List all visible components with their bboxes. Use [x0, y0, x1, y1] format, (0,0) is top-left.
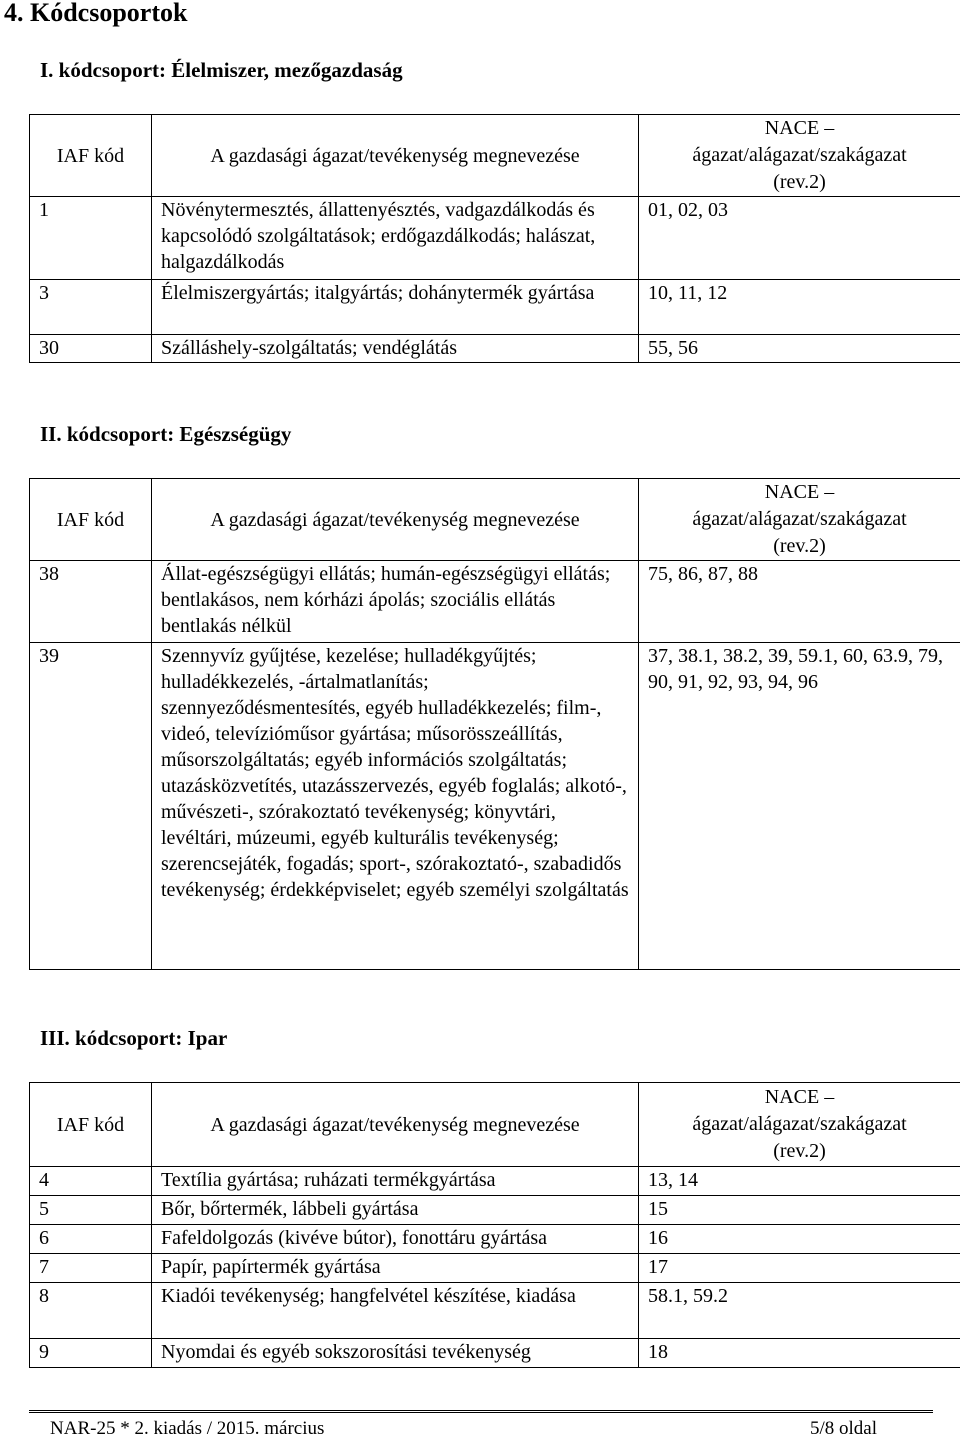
cell-activity: Állat-egészségügyi ellátás; humán-egészségügyi ellátás; bentlakásos, nem kórházi ápolás; szociális ellátás bentlakás nélkül: [152, 561, 639, 643]
table-row: [30, 1254, 960, 1283]
header-nace: [639, 115, 960, 197]
cell-iaf: 4: [30, 1167, 152, 1196]
cell-nace: 13, 14: [639, 1167, 960, 1196]
table-header-row: [30, 479, 960, 561]
cell-activity: Növénytermesztés, állattenyésztés, vadgazdálkodás és kapcsolódó szolgáltatások; erdőgazdálkodás; halászat, halgazdálkodás: [152, 197, 639, 280]
table-row: [30, 280, 960, 335]
header-activity: A gazdasági ágazat/tevékenység megnevezése: [152, 115, 639, 197]
page-heading: 4. Kódcsoportok: [4, 0, 188, 27]
cell-nace: 55, 56: [639, 335, 960, 363]
cell-iaf: 8: [30, 1283, 152, 1339]
cell-activity: Bőr, bőrtermék, lábbeli gyártása: [152, 1196, 639, 1225]
footer-document-id: NAR-25 * 2. kiadás / 2015. március: [50, 1418, 325, 1439]
cell-activity: Kiadói tevékenység; hangfelvétel készítése, kiadása: [152, 1283, 639, 1339]
group-title-2: II. kódcsoport: Egészségügy: [40, 422, 292, 446]
table-row: [30, 197, 960, 280]
cell-activity: Fafeldolgozás (kivéve bútor), fonottáru gyártása: [152, 1225, 639, 1254]
table-header-row: [30, 1083, 960, 1167]
table-row: [30, 643, 960, 970]
table-header-row: [30, 115, 960, 197]
header-nace-line2: ágazat/alágazat/szakágazat: [692, 144, 907, 166]
table-row: [30, 1167, 960, 1196]
cell-nace: 17: [639, 1254, 960, 1283]
header-activity: A gazdasági ágazat/tevékenység megnevezése: [152, 1083, 639, 1167]
code-table-group-3: [29, 1082, 960, 1368]
header-nace-line1: NACE –: [764, 481, 835, 503]
header-nace: [639, 1083, 960, 1167]
header-nace-line1: NACE –: [764, 1086, 835, 1108]
cell-iaf: 9: [30, 1339, 152, 1368]
table-row: [30, 1283, 960, 1339]
cell-activity: Élelmiszergyártás; italgyártás; dohánytermék gyártása: [152, 280, 639, 335]
header-iaf: IAF kód: [30, 479, 152, 561]
cell-iaf: 38: [30, 561, 152, 643]
table-row: [30, 1196, 960, 1225]
header-nace: [639, 479, 960, 561]
header-nace-line1: NACE –: [764, 117, 835, 139]
group-title-1: I. kódcsoport: Élelmiszer, mezőgazdaság: [40, 58, 403, 82]
cell-nace: 01, 02, 03: [639, 197, 960, 280]
cell-activity: Szálláshely-szolgáltatás; vendéglátás: [152, 335, 639, 363]
header-nace-line2: ágazat/alágazat/szakágazat: [692, 508, 907, 530]
cell-activity: Nyomdai és egyéb sokszorosítási tevékenység: [152, 1339, 639, 1368]
cell-iaf: 30: [30, 335, 152, 363]
cell-activity: Textília gyártása; ruházati termékgyártása: [152, 1167, 639, 1196]
cell-iaf: 7: [30, 1254, 152, 1283]
table-row: [30, 1339, 960, 1368]
cell-nace: 10, 11, 12: [639, 280, 960, 335]
table-row: [30, 335, 960, 363]
cell-nace: 37, 38.1, 38.2, 39, 59.1, 60, 63.9, 79, 90, 91, 92, 93, 94, 96: [639, 643, 960, 970]
cell-iaf: 5: [30, 1196, 152, 1225]
cell-nace: 15: [639, 1196, 960, 1225]
header-nace-line3: (rev.2): [773, 171, 826, 193]
cell-iaf: 3: [30, 280, 152, 335]
code-table-group-1: [29, 114, 960, 363]
header-activity: A gazdasági ágazat/tevékenység megnevezése: [152, 479, 639, 561]
header-nace-line3: (rev.2): [773, 1140, 826, 1162]
cell-iaf: 6: [30, 1225, 152, 1254]
cell-iaf: 1: [30, 197, 152, 280]
table-row: [30, 1225, 960, 1254]
cell-nace: 16: [639, 1225, 960, 1254]
cell-nace: 58.1, 59.2: [639, 1283, 960, 1339]
cell-iaf: 39: [30, 643, 152, 970]
header-nace-line2: ágazat/alágazat/szakágazat: [692, 1113, 907, 1135]
code-table-group-2: [29, 478, 960, 970]
header-iaf: IAF kód: [30, 115, 152, 197]
table-row: [30, 561, 960, 643]
cell-nace: 18: [639, 1339, 960, 1368]
cell-activity: Szennyvíz gyűjtése, kezelése; hulladékgyűjtés; hulladékkezelés, -ártalmatlanítás; szennyeződésmentesítés, egyéb hulladékkezelés; film-, videó, televízióműsor gyártása; műsorösszeállítás, műsorszolgáltatás; egyéb információs szolgáltatás; utazásközvetítés, utazásszervezés, egyéb foglalás; alkotó-, művészeti-, szórakoztató tevékenység; könyvtári, levéltári, múzeumi, egyéb kulturális tevékenység; szerencsejáték, fogadás; sport-, szórakoztató-, szabadidős tevékenység; érdekképviselet; egyéb személyi szolgáltatás: [152, 643, 639, 970]
cell-activity: Papír, papírtermék gyártása: [152, 1254, 639, 1283]
group-title-3: III. kódcsoport: Ipar: [40, 1026, 228, 1050]
footer-divider: [29, 1410, 933, 1413]
cell-nace: 75, 86, 87, 88: [639, 561, 960, 643]
header-nace-line3: (rev.2): [773, 535, 826, 557]
footer-page-number: 5/8 oldal: [810, 1418, 878, 1439]
header-iaf: IAF kód: [30, 1083, 152, 1167]
